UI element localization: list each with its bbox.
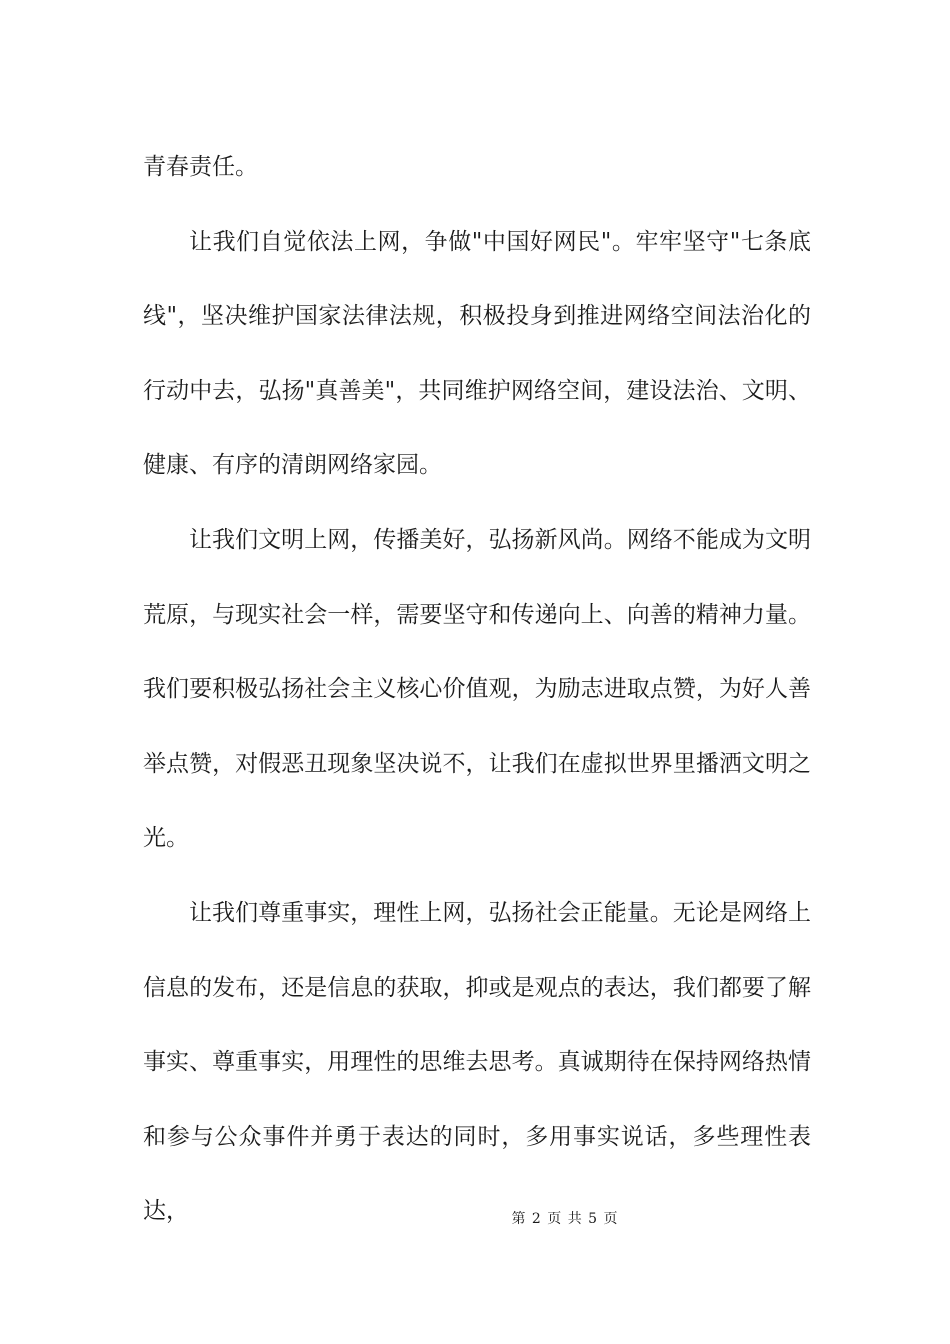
- page-footer: [0, 1208, 950, 1228]
- paragraph-rational: 让我们尊重事实，理性上网，弘扬社会正能量。无论是网络上信息的发布，还是信息的获取，抑或是观点的表达，我们都要了解事实、尊重事实，用理性的思维去思考。真诚期待在保持网络热情和参与公众事件并勇于表达的同时，多用事实说话，多些理性表达，: [143, 899, 811, 1225]
- paragraph-civility: 让我们文明上网，传播美好，弘扬新风尚。网络不能成为文明荒原，与现实社会一样，需要坚守和传递向上、向善的精神力量。我们要积极弘扬社会主义核心价值观，为励志进取点赞，为好人善举点赞，对假恶丑现象坚决说不，让我们在虚拟世界里播洒文明之光。: [143, 526, 811, 852]
- page-number: 第 2 页 共 5 页: [511, 1211, 619, 1227]
- paragraph-continuation: 青春责任。: [143, 154, 258, 180]
- document-body: [143, 130, 811, 1249]
- paragraph-law: 让我们自觉依法上网，争做"中国好网民"。牢牢坚守"七条底线"，坚决维护国家法律法规，积极投身到推进网络空间法治化的行动中去，弘扬"真善美"，共同维护网络空间，建设法治、文明、健康、有序的清朗网络家园。: [143, 228, 811, 479]
